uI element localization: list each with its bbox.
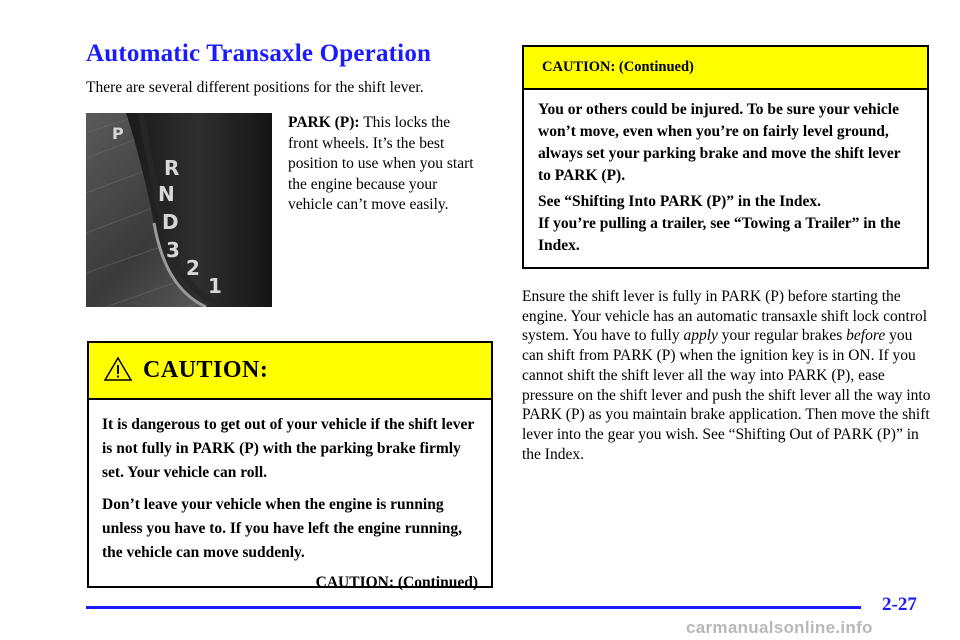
caution-continued-paragraph: See “Shifting Into PARK (P)” in the Index. [538, 193, 822, 210]
body-text: Ensure the shift lever is fully in PARK (P) before starting the engine. Your vehicle has an automatic transaxle shift lock control system. You have to fully [522, 288, 928, 345]
park-text: This locks the front wheels. It’s the best position to use when you start the engine because your vehicle can’t move easily. [288, 114, 474, 214]
gear-label-2: 2 [186, 256, 200, 280]
body-text: your regular brakes [717, 327, 847, 345]
caution-continued-body [524, 90, 927, 257]
gear-label-d: D [162, 210, 179, 234]
caution-paragraph: Don’t leave your vehicle when the engine is running unless you have to. If you have left the engine running, the vehicle can move suddenly. [102, 496, 462, 561]
watermark: carmanualsonline.info [686, 618, 873, 637]
caution-continued-paragraph: You or others could be injured. To be sure your vehicle won’t move, even when you’re on fairly level ground, always set your parking brake and move the shift lever to PARK (P). [538, 101, 901, 184]
warning-triangle-icon [103, 356, 133, 382]
caution-continued-header: CAUTION: (Continued) [524, 47, 927, 90]
page-title: Automatic Transaxle Operation [86, 40, 432, 67]
park-label: PARK (P): [288, 114, 360, 131]
body-emphasis-before: before [846, 327, 886, 345]
park-description [288, 113, 483, 216]
intro-text: There are several different positions for the shift lever. [86, 79, 424, 96]
gear-label-1: 1 [208, 274, 222, 298]
body-paragraph [522, 287, 932, 464]
caution-title: CAUTION: [143, 357, 269, 383]
caution-paragraph: It is dangerous to get out of your vehicle if the shift lever is not fully in PARK (P) with the parking brake firmly set. Your vehicle can roll. [102, 416, 474, 481]
body-text: you can shift from PARK (P) when the ignition key is in ON. If you cannot shift the shift lever all the way into PARK (P), ease pressure on the shift lever and push the shift lever all the way into PARK (P) as you maintain brake application. Then move the shift lever into the gear you wish. See “Shifting Out of PARK (P)” in the Index. [522, 327, 931, 463]
body-emphasis-apply: apply [683, 327, 718, 345]
gear-label-3: 3 [166, 238, 180, 262]
gear-label-p: P [112, 124, 124, 143]
caution-body [89, 400, 491, 595]
gear-label-n: N [158, 182, 175, 206]
caution-box [87, 341, 493, 591]
footer-rule [86, 606, 861, 609]
shift-lever-photo [86, 113, 272, 307]
caution-continued-note: CAUTION: (Continued) [315, 574, 478, 591]
caution-continued-paragraph: If you’re pulling a trailer, see “Towing a Trailer” in the Index. [538, 215, 901, 254]
caution-header [89, 343, 491, 400]
gear-label-r: R [164, 156, 180, 180]
caution-continued-box [522, 45, 929, 269]
page-number: 2-27 [882, 594, 917, 615]
